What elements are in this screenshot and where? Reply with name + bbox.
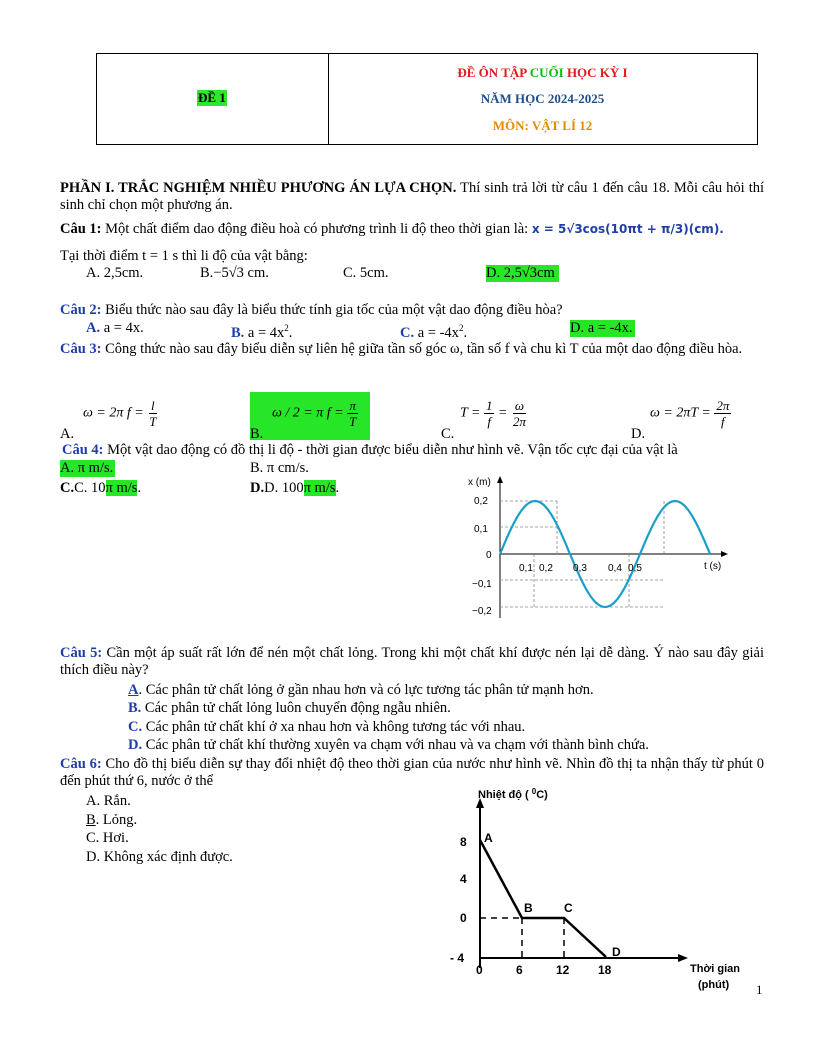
question-5: Câu 5: Cần một áp suất rất lớn để nén một chất lỏng. Trong khi một chất khí được nén lại dễ dàng. Ý nào sau đây giải thích điều này? [60,645,764,678]
q6-option-a: A. Rắn. [86,793,131,809]
chart1-xtick: 0,3 [573,563,587,574]
exam-code: ĐỀ 1 [198,90,226,105]
q6-option-b: B. Lỏng. [86,812,138,828]
question-2: Câu 2: Biểu thức nào sau đây là biểu thức tính gia tốc của một vật dao động điều hòa? [60,302,563,318]
chart2-ytick: 4 [460,872,467,886]
chart2-axes [480,806,680,968]
q2-option-c: C. $a = -4x^2$. [400,323,468,341]
q1-option-c: C. 5cm. [343,265,389,281]
x-axis-arrow [721,551,728,557]
chart2-ytick: 0 [460,911,467,925]
q3-option-b-label: B. [250,426,264,442]
part1-heading: PHẦN I. TRẮC NGHIỆM NHIỀU PHƯƠNG ÁN LỰA CHỌN. Thí sinh trả lời từ câu 1 đến câu 18. Mỗi câu hỏi thí sinh chỉ chọn một phương án. [60,180,765,213]
q2-option-d: D. a = -4x. [570,320,633,336]
q6-option-c: C. Hơi. [86,830,129,846]
q5-option-a: A. Các phân tử chất lỏng ở gần nhau hơn và có lực tương tác phân tử mạnh hơn. [128,682,594,698]
chart2-xtick: 6 [516,963,523,977]
chart2-xlabel-unit: (phút) [698,979,730,991]
school-year: NĂM HỌC 2024-2025 [480,91,605,106]
chart1-ytick: 0,1 [474,524,488,535]
point-d-label: D [612,945,621,959]
chart2-xlabel: Thời gian [690,963,740,975]
point-c-label: C [564,901,573,915]
chart1-ylabel: x (m) [468,477,491,488]
point-b-label: B [524,901,533,915]
displacement-time-graph [462,474,732,622]
point-a-label: A [484,831,493,845]
temperature-curve [480,840,606,957]
q3-option-c-formula: T = $\frac{1}{f}$ = $\frac{\omega}{2\pi}$ [460,398,526,429]
q1-text2: Tại thời điểm t = 1 s thì li độ của vật bằng: [60,248,308,264]
question-4: Câu 4: Một vật dao động có đồ thị li độ - thời gian được biểu diễn như hình vẽ. Vận tốc cực đại của vật là [62,442,678,458]
subject: MÔN: VẬT LÍ 12 [492,118,593,133]
q3-option-d-formula: ω = 2πT = $\frac{2\pi}{f}$ [650,398,730,429]
chart2-ytick: 8 [460,835,467,849]
chart1-ytick: 0,2 [474,496,488,507]
header-table [96,53,758,145]
q3-option-d-label: D. [631,426,646,442]
chart2-dashed-guides [480,918,564,958]
chart1-xtick: 0,2 [539,563,553,574]
chart2-xtick: 18 [598,963,612,977]
q2-option-b: B. $a = 4x^2$. [231,323,293,341]
q3-option-a-label: A. [60,426,75,442]
chart1-xlabel: t (s) [704,561,722,572]
header-left-cell [97,54,329,144]
exam-title: ĐỀ ÔN TẬP CUỐI HỌC KỲ I [457,65,628,80]
chart1-ytick: −0,2 [472,606,492,617]
question-6: Câu 6: Cho đồ thị biểu diễn sự thay đổi nhiệt độ theo thời gian của nước như hình vẽ. Nhìn đồ thị ta nhận thấy từ phút 0 đến phút thứ 6, nước ở thể [60,756,764,789]
q1-option-d: D. 2,5√3cm [486,265,559,282]
q3-option-a-formula: ω = 2π f = $\frac{l}{T}$ [83,398,157,429]
chart2-ytick: - 4 [450,951,465,965]
q1-option-a: A. 2,5cm. [86,265,144,281]
chart2-x-arrow [678,954,688,962]
q4-option-d: D.D. 100π m/s. [250,480,340,496]
q4-option-b: B. π cm/s. [250,460,309,476]
q4-option-a: A. π m/s. [60,460,114,476]
chart1-xtick: 0,4 [608,563,622,574]
q1-option-b: B.−5√3 cm. [200,265,269,281]
q4-option-c: C.C. 10π m/s. [60,480,142,496]
chart2-ylabel: Nhiệt độ ( $^0$C) [478,787,548,801]
q6-option-d: D. Không xác định được. [86,849,233,865]
q3-option-b-formula: ω / 2 = π f = $\frac{\pi}{T}$ [272,398,357,429]
page-number: 1 [756,982,763,997]
chart2-xtick: 0 [476,963,483,977]
chart1-ytick: 0 [486,550,492,561]
question-1: Câu 1: Một chất điểm dao động điều hoà có phương trình li độ theo thời gian là: x = 5√3cos(10πt + π/3)(cm). [60,221,724,237]
q5-option-b: B. Các phân tử chất lỏng luôn chuyển động ngẫu nhiên. [128,700,451,716]
chart1-xtick: 0,5 [628,563,642,574]
y-axis-arrow [497,476,503,483]
q5-option-c: C. Các phân tử chất khí ở xa nhau hơn và không tương tác với nhau. [128,719,526,735]
chart2-xtick: 12 [556,963,570,977]
chart1-ytick: −0,1 [472,579,492,590]
temperature-time-graph [440,782,780,1002]
q3-option-c-label: C. [441,426,455,442]
q1-formula: x = 5√3cos(10πt + π/3)(cm). [531,222,724,236]
q5-option-d: D. Các phân tử chất khí thường xuyên va chạm với nhau và va chạm với thành bình chứa. [128,737,649,753]
question-3: Câu 3: Công thức nào sau đây biểu diễn sự liên hệ giữa tần số góc ω, tần số f và chu kì T của một dao động điều hòa. [60,341,743,357]
q2-option-a: A. a = 4x. [86,320,144,336]
chart1-xtick: 0,1 [519,563,533,574]
